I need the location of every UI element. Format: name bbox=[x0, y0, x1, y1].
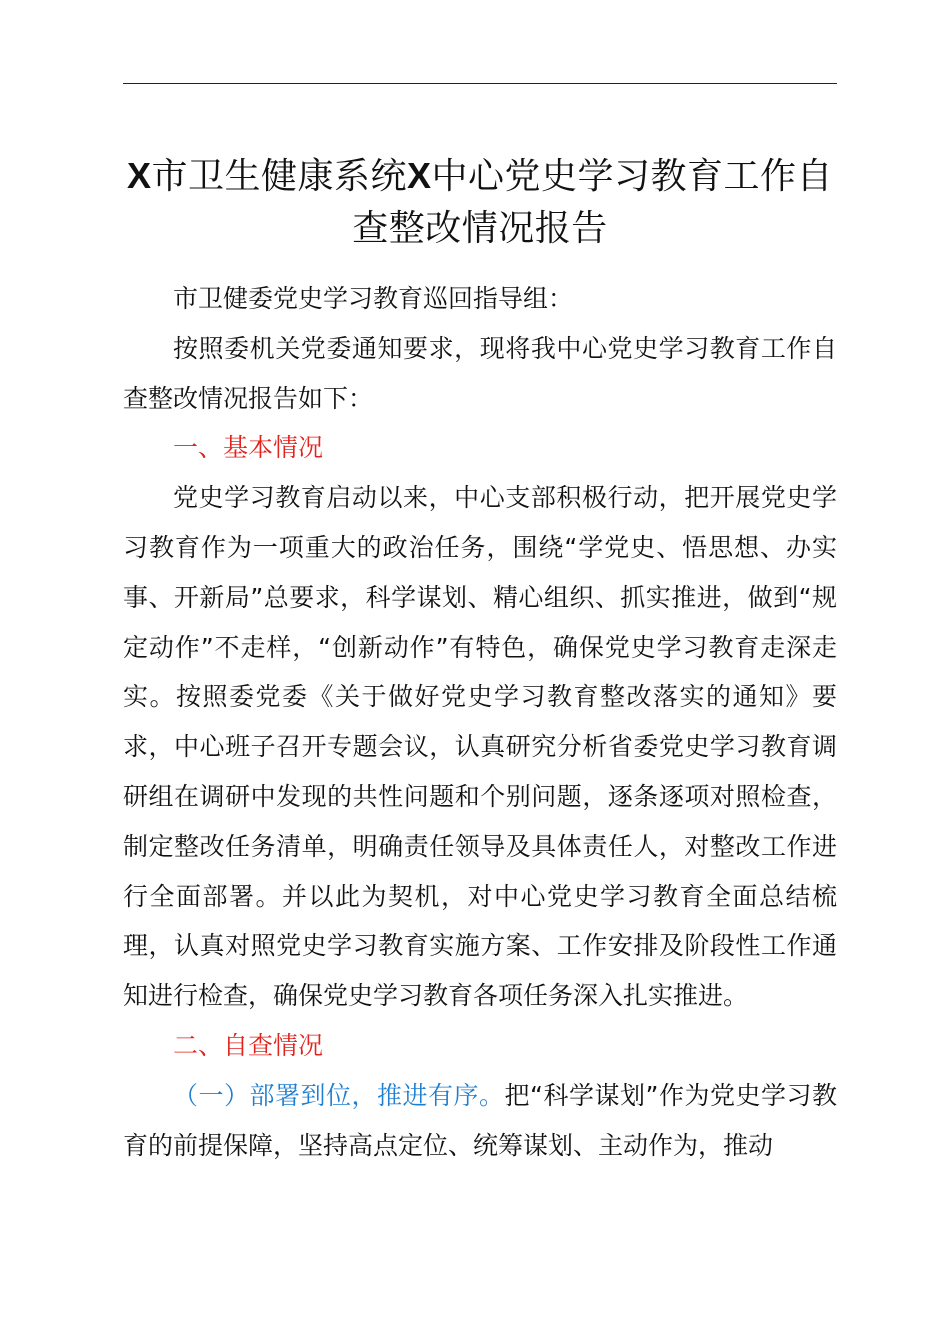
title-part-2: 中心党史学习教育工作自查整改情况报告 bbox=[352, 156, 834, 249]
subsection-1-paragraph bbox=[123, 1071, 837, 1171]
salutation: 市卫健委党史学习教育巡回指导组： bbox=[173, 284, 574, 313]
subsection-1-lead: （一）部署到位，推进有序。 bbox=[173, 1080, 505, 1110]
document-title bbox=[113, 150, 847, 255]
subsection-1-text: 把“科学谋划”作为党史学习教育的前提保障，坚持高点定位、统筹谋划、主动作为，推动 bbox=[123, 1080, 837, 1160]
section-1-heading: 一、基本情况 bbox=[173, 433, 324, 463]
header-rule bbox=[123, 83, 837, 84]
section-1-paragraph: 党史学习教育启动以来，中心支部积极行动，把开展党史学习教育作为一项重大的政治任务，围绕“学党史、悟思想、办实事、开新局”总要求，科学谋划、精心组织、抓实推进，做到“规定动作”不走样，“创新动作”有特色，确保党史学习教育走深走实。按照委党委《关于做好党史学习教育整改落实的通知》要求，中心班子召开专题会议，认真研究分析省委党史学习教育调研组在调研中发现的共性问题和个别问题，逐条逐项对照检查，制定整改任务清单，明确责任领导及具体责任人，对整改工作进行全面部署。并以此为契机，对中心党史学习教育全面总结梳理，认真对照党史学习教育实施方案、工作安排及阶段性工作通知进行检查，确保党史学习教育各项任务深入扎实推进。 bbox=[123, 483, 837, 1011]
title-part-1: 市卫生健康系统 bbox=[151, 156, 407, 197]
intro-paragraph: 按照委机关党委通知要求，现将我中心党史学习教育工作自查整改情况报告如下： bbox=[123, 333, 837, 413]
document-body bbox=[123, 274, 837, 1170]
section-2-heading: 二、自查情况 bbox=[173, 1030, 324, 1060]
title-x-1: X bbox=[126, 155, 152, 196]
title-x-2: X bbox=[407, 155, 432, 196]
